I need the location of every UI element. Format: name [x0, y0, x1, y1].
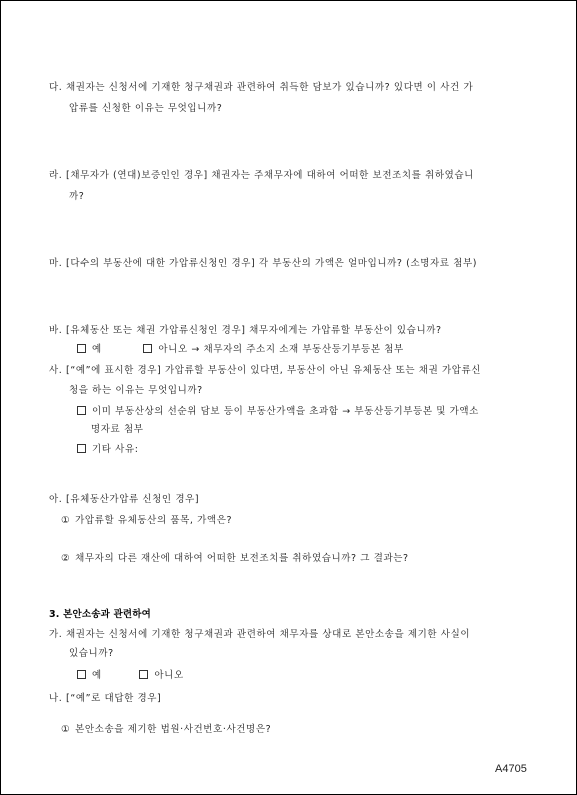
question-ma-line1: 마. [다수의 부동산에 대한 가압류신청인 경우] 각 부동산의 가액은 얼마입니까? (소명자료 첨부) [49, 258, 478, 269]
option-sa-1-line2: 명자료 첨부 [91, 424, 144, 435]
option-sa-2-label: 기타 사유: [92, 444, 139, 455]
option-3-yes[interactable] [77, 667, 102, 681]
question-da-line2: 압류를 신청한 이유는 무엇입니까? [69, 103, 223, 114]
section-3-ga-options [77, 667, 184, 681]
form-code: A4705 [495, 763, 527, 775]
question-ba-options [77, 341, 404, 355]
question-sa-line1: 사. [“예”에 표시한 경우] 가압류할 부동산이 있다면, 부동산이 아닌 유체동산 또는 채권 가압류신 [49, 365, 482, 376]
question-da-line1: 다. 채권자는 신청서에 기재한 청구채권과 관련하여 취득한 담보가 있습니까? 있다면 이 사건 가 [49, 82, 474, 93]
option-3-no-label: 아니오 [154, 670, 184, 681]
section-3-ga-line1: 가. 채권자는 신청서에 기재한 청구채권과 관련하여 채무자를 상대로 본안소송을 제기한 사실이 [49, 629, 471, 640]
section-3-na-item1 [61, 721, 271, 735]
question-a-item2 [61, 550, 409, 564]
checkbox-icon[interactable] [77, 406, 86, 415]
option-ba-yes[interactable] [77, 341, 102, 355]
checkbox-icon[interactable] [139, 670, 148, 679]
section-3-na-item1-text: 본안소송을 제기한 법원·사건번호·사건명은? [75, 724, 272, 735]
question-ba-line1: 바. [유체동산 또는 채권 가압류신청인 경우] 채무자에게는 가압류할 부동산이 있습니까? [49, 325, 442, 336]
question-ra-line2: 까? [69, 191, 85, 202]
option-ba-no-label: 아니오 → 채무자의 주소지 소재 부동산등기부등본 첨부 [158, 344, 404, 355]
question-sa-line2: 청을 하는 이유는 무엇입니까? [69, 385, 203, 396]
question-a-item2-text: 채무자의 다른 재산에 대하여 어떠한 보전조치를 취하였습니까? 그 결과는? [75, 553, 409, 564]
option-ba-yes-label: 예 [92, 344, 102, 355]
question-a-line1: 아. [유체동산가압류 신청인 경우] [49, 494, 200, 505]
question-a-item1-text: 가압류할 유체동산의 품목, 가액은? [75, 515, 233, 526]
option-3-no[interactable] [139, 667, 183, 681]
question-ra-line1: 라. [채무자가 (연대)보증인인 경우] 채권자는 주채무자에 대하여 어떠한 보전조치를 취하였습니 [49, 170, 474, 181]
checkbox-icon[interactable] [143, 344, 152, 353]
option-sa-1[interactable] [77, 403, 479, 417]
item-number: ① [61, 515, 71, 526]
question-a-item1 [61, 512, 232, 526]
section-3-na-line1: 나. [“예”로 대답한 경우] [49, 693, 162, 704]
item-number: ② [61, 553, 71, 564]
checkbox-icon[interactable] [77, 444, 86, 453]
section-3-ga-line2: 있습니까? [69, 648, 114, 659]
section-3-heading: 3. 본안소송과 관련하여 [49, 609, 152, 620]
option-sa-1-label: 이미 부동산상의 선순위 담보 등이 부동산가액을 초과함 → 부동산등기부등본 및 가액소 [92, 406, 479, 417]
option-3-yes-label: 예 [92, 670, 102, 681]
option-ba-no[interactable] [143, 341, 403, 355]
checkbox-icon[interactable] [77, 344, 86, 353]
option-sa-2[interactable] [77, 441, 139, 455]
item-number: ① [61, 724, 71, 735]
checkbox-icon[interactable] [77, 670, 86, 679]
